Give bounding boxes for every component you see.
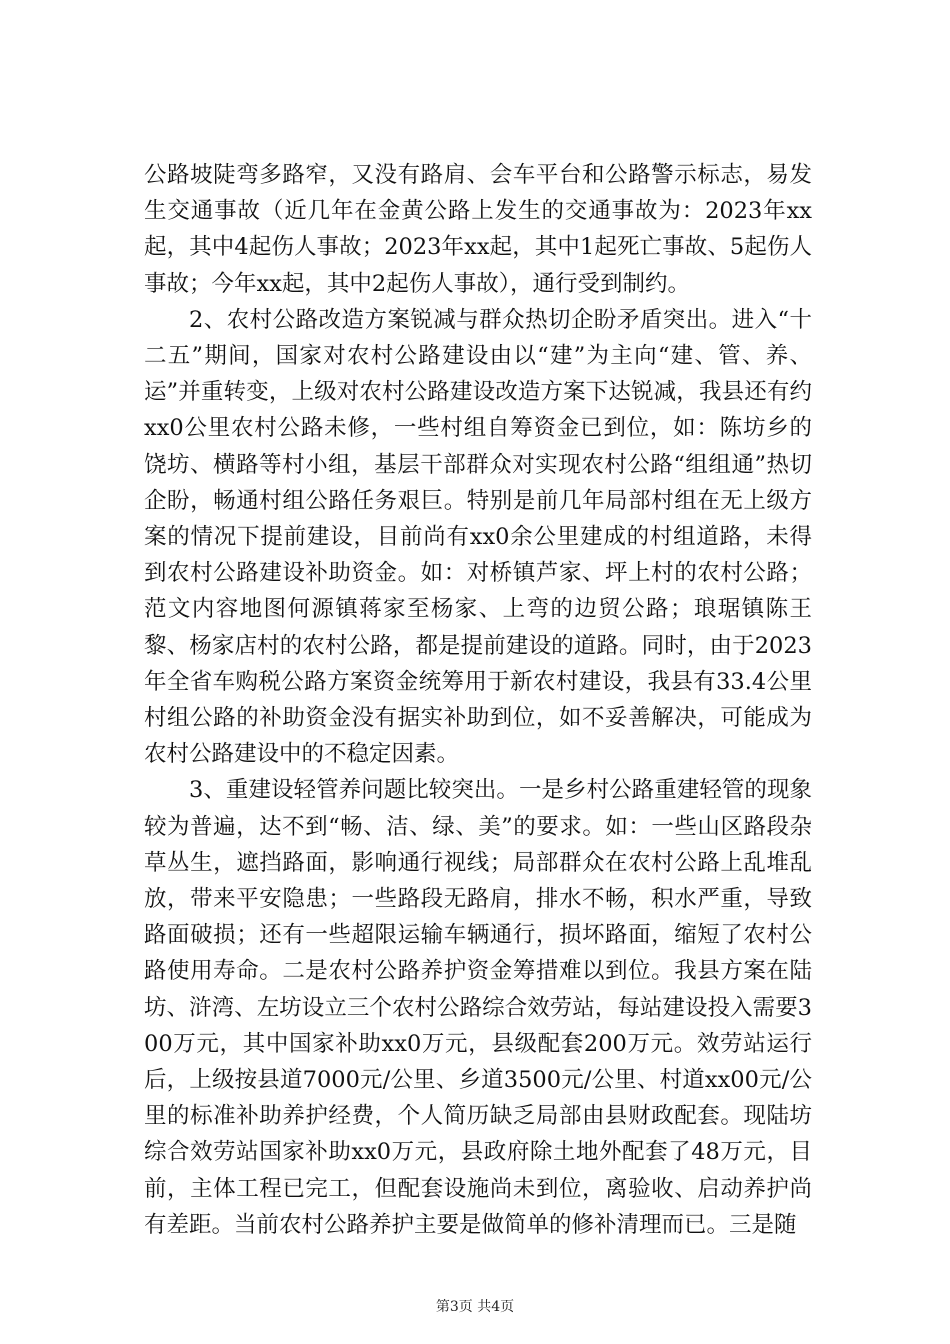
page-number-label: 第3页 共4页 xyxy=(435,1299,515,1315)
page-footer xyxy=(0,1298,950,1316)
paragraph-2: 2、农村公路改造方案锐减与群众热切企盼矛盾突出。进入“十二五”期间，国家对农村公路建设由以“建”为主向“建、管、养、运”并重转变，上级对农村公路建设改造方案下达锐减，我县还有约xx0公里农村公路未修，一些村组自筹资金已到位，如：陈坊乡的饶坊、横路等村小组，基层干部群众对实现农村公路“组组通”热切企盼，畅通村组公路任务艰巨。特别是前几年局部村组在无上级方案的情况下提前建设，目前尚有xx0余公里建成的村组道路，未得到农村公路建设补助资金。如：对桥镇芦家、坪上村的农村公路；范文内容地图何源镇蒋家至杨家、上弯的边贸公路；琅琚镇陈王黎、杨家店村的农村公路，都是提前建设的道路。同时，由于2023年全省车购税公路方案资金统筹用于新农村建设，我县有33.4公里村组公路的补助资金没有据实补助到位，如不妥善解决，可能成为农村公路建设中的不稳定因素。 xyxy=(144,306,812,768)
body-text xyxy=(144,157,812,1243)
paragraph-1: 公路坡陡弯多路窄，又没有路肩、会车平台和公路警示标志，易发生交通事故（近几年在金黄公路上发生的交通事故为：2023年xx起，其中4起伤人事故；2023年xx起，其中1起死亡事故、5起伤人事故；今年xx起，其中2起伤人事故），通行受到制约。 xyxy=(144,162,812,297)
paragraph-3: 3、重建设轻管养问题比较突出。一是乡村公路重建轻管的现象较为普遍，达不到“畅、洁、绿、美”的要求。如：一些山区路段杂草丛生，遮挡路面，影响通行视线；局部群众在农村公路上乱堆乱放，带来平安隐患；一些路段无路肩，排水不畅，积水严重，导致路面破损；还有一些超限运输车辆通行，损坏路面，缩短了农村公路使用寿命。二是农村公路养护资金筹措难以到位。我县方案在陆坊、浒湾、左坊设立三个农村公路综合效劳站，每站建设投入需要300万元，其中国家补助xx0万元，县级配套200万元。效劳站运行后，上级按县道7000元/公里、乡道3500元/公里、村道xx00元/公里的标准补助养护经费，个人简历缺乏局部由县财政配套。现陆坊综合效劳站国家补助xx0万元，县政府除土地外配套了48万元，目前，主体工程已完工，但配套设施尚未到位，离验收、启动养护尚有差距。当前农村公路养护主要是做简单的修补清理而已。三是随 xyxy=(144,777,812,1238)
